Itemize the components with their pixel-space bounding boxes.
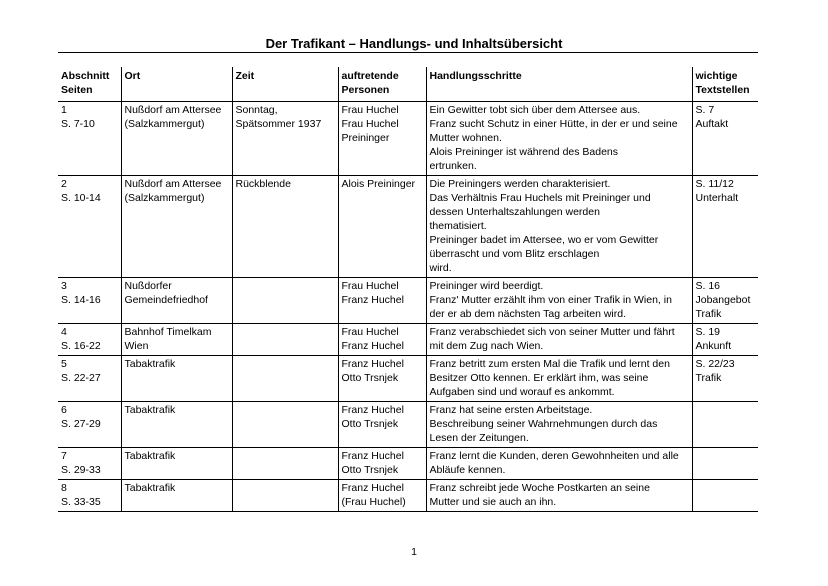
table-row bbox=[58, 356, 758, 402]
cell-line: wird. bbox=[429, 262, 452, 274]
cell-personen bbox=[338, 324, 426, 356]
cell-line: 8 bbox=[61, 482, 67, 494]
cell-line: S. 22-27 bbox=[61, 372, 101, 384]
cell-line: Franz lernt die Kunden, deren Gewohnheiten und alle bbox=[429, 450, 679, 462]
cell-line: S. 14-16 bbox=[61, 294, 101, 306]
cell-zeit bbox=[232, 176, 338, 278]
cell-textstellen bbox=[692, 480, 758, 512]
cell-line: 3 bbox=[61, 280, 67, 292]
cell-line: Trafik bbox=[695, 372, 722, 384]
cell-line: Ein Gewitter tobt sich über dem Attersee aus. bbox=[429, 104, 641, 116]
header-personen: auftretende Personen bbox=[338, 67, 426, 102]
cell-line: Nußdorf am Attersee bbox=[124, 104, 222, 116]
cell-line: Preininger badet im Attersee, wo er vom Gewitter bbox=[429, 234, 659, 246]
cell-line: S. 10-14 bbox=[61, 192, 101, 204]
cell-ort bbox=[121, 176, 232, 278]
cell-line: Tabaktrafik bbox=[124, 450, 176, 462]
cell-line: Mutter und sie auch an ihn. bbox=[429, 496, 557, 508]
cell-line: Franz Huchel bbox=[341, 294, 404, 306]
cell-line: S. 27-29 bbox=[61, 418, 101, 430]
cell-abschnitt bbox=[58, 176, 121, 278]
cell-ort bbox=[121, 448, 232, 480]
cell-line: Franz verabschiedet sich von seiner Mutter und fährt bbox=[429, 326, 675, 338]
cell-line: 6 bbox=[61, 404, 67, 416]
cell-line: (Salzkammergut) bbox=[124, 192, 205, 204]
cell-line: Frau Huchel bbox=[341, 326, 399, 338]
title-underline bbox=[58, 52, 758, 53]
table-row bbox=[58, 402, 758, 448]
cell-line: Franz' Mutter erzählt ihm von einer Trafik in Wien, in bbox=[429, 294, 672, 306]
cell-personen bbox=[338, 480, 426, 512]
cell-line: Besitzer Otto kennen. Er erklärt ihm, was seine bbox=[429, 372, 649, 384]
cell-line: der er ab dem nächsten Tag arbeiten wird. bbox=[429, 308, 627, 320]
page-title: Der Trafikant – Handlungs- und Inhaltsübersicht bbox=[265, 36, 563, 51]
cell-line: Tabaktrafik bbox=[124, 404, 176, 416]
cell-handlung bbox=[426, 278, 692, 324]
table-row bbox=[58, 176, 758, 278]
cell-line: Die Preiningers werden charakterisiert. bbox=[429, 178, 611, 190]
cell-zeit bbox=[232, 324, 338, 356]
cell-handlung bbox=[426, 176, 692, 278]
cell-line: 2 bbox=[61, 178, 67, 190]
cell-textstellen bbox=[692, 324, 758, 356]
cell-line: Preininger wird beerdigt. bbox=[429, 280, 544, 292]
cell-personen bbox=[338, 176, 426, 278]
cell-handlung bbox=[426, 402, 692, 448]
overview-table bbox=[58, 67, 758, 512]
header-ort: Ort bbox=[121, 67, 232, 102]
cell-personen bbox=[338, 102, 426, 176]
cell-line: Otto Trsnjek bbox=[341, 464, 399, 476]
table-row bbox=[58, 278, 758, 324]
table-row bbox=[58, 448, 758, 480]
cell-ort bbox=[121, 102, 232, 176]
cell-ort bbox=[121, 402, 232, 448]
cell-line: Otto Trsnjek bbox=[341, 418, 399, 430]
cell-line: Tabaktrafik bbox=[124, 482, 176, 494]
cell-line: Alois Preininger bbox=[341, 178, 416, 190]
cell-line: (Salzkammergut) bbox=[124, 118, 205, 130]
cell-ort bbox=[121, 324, 232, 356]
header-handlung: Handlungsschritte bbox=[426, 67, 692, 102]
cell-abschnitt bbox=[58, 102, 121, 176]
cell-textstellen bbox=[692, 448, 758, 480]
cell-abschnitt bbox=[58, 402, 121, 448]
cell-line: Otto Trsnjek bbox=[341, 372, 399, 384]
cell-abschnitt bbox=[58, 324, 121, 356]
cell-line: Beschreibung seiner Wahrnehmungen durch das bbox=[429, 418, 658, 430]
cell-ort bbox=[121, 278, 232, 324]
cell-textstellen bbox=[692, 356, 758, 402]
cell-line: Das Verhältnis Frau Huchels mit Preininger und bbox=[429, 192, 651, 204]
cell-personen bbox=[338, 402, 426, 448]
cell-line: Franz hat seine ersten Arbeitstage. bbox=[429, 404, 593, 416]
cell-handlung bbox=[426, 480, 692, 512]
cell-line: S. 7 bbox=[695, 104, 715, 116]
cell-line: 7 bbox=[61, 450, 67, 462]
cell-handlung bbox=[426, 324, 692, 356]
table-row bbox=[58, 480, 758, 512]
page-number: 1 bbox=[411, 546, 417, 558]
cell-line: Jobangebot bbox=[695, 294, 751, 306]
cell-line: Auftakt bbox=[695, 118, 729, 130]
cell-line: Spätsommer 1937 bbox=[235, 118, 322, 130]
cell-personen bbox=[338, 448, 426, 480]
cell-zeit bbox=[232, 402, 338, 448]
cell-zeit bbox=[232, 480, 338, 512]
cell-line: S. 11/12 bbox=[695, 178, 734, 190]
cell-textstellen bbox=[692, 402, 758, 448]
cell-line: (Frau Huchel) bbox=[341, 496, 406, 508]
cell-textstellen bbox=[692, 278, 758, 324]
header-abschnitt: Abschnitt Seiten bbox=[58, 67, 121, 102]
cell-line: Nußdorf am Attersee bbox=[124, 178, 222, 190]
table-row bbox=[58, 102, 758, 176]
cell-line: Frau Huchel bbox=[341, 280, 399, 292]
cell-textstellen bbox=[692, 176, 758, 278]
cell-line: Lesen der Zeitungen. bbox=[429, 432, 529, 444]
cell-handlung bbox=[426, 448, 692, 480]
cell-handlung bbox=[426, 356, 692, 402]
cell-personen bbox=[338, 356, 426, 402]
cell-line: S. 16 bbox=[695, 280, 721, 292]
cell-line: Preininger bbox=[341, 132, 390, 144]
cell-ort bbox=[121, 356, 232, 402]
cell-line: Nußdorfer bbox=[124, 280, 172, 292]
cell-line: 4 bbox=[61, 326, 67, 338]
cell-line: Wien bbox=[124, 340, 149, 352]
cell-line: S. 22/23 bbox=[695, 358, 735, 370]
cell-line: Trafik bbox=[695, 308, 722, 320]
cell-line: Unterhalt bbox=[695, 192, 739, 204]
cell-abschnitt bbox=[58, 278, 121, 324]
cell-line: S. 29-33 bbox=[61, 464, 101, 476]
cell-textstellen bbox=[692, 102, 758, 176]
cell-line: Franz sucht Schutz in einer Hütte, in der er und seine bbox=[429, 118, 678, 130]
cell-zeit bbox=[232, 278, 338, 324]
cell-abschnitt bbox=[58, 480, 121, 512]
cell-zeit bbox=[232, 102, 338, 176]
table-header-row bbox=[58, 67, 758, 102]
cell-line: Sonntag, bbox=[235, 104, 278, 116]
cell-line: S. 16-22 bbox=[61, 340, 101, 352]
cell-line: 1 bbox=[61, 104, 67, 116]
cell-line: ertrunken. bbox=[429, 160, 477, 172]
cell-line: thematisiert. bbox=[429, 220, 487, 232]
cell-line: 5 bbox=[61, 358, 67, 370]
cell-line: dessen Unterhaltszahlungen werden bbox=[429, 206, 600, 218]
cell-line: Frau Huchel bbox=[341, 118, 399, 130]
cell-line: überrascht und vom Blitz erschlagen bbox=[429, 248, 600, 260]
cell-line: Abläufe kennen. bbox=[429, 464, 506, 476]
cell-line: Aufgaben sind und worauf es ankommt. bbox=[429, 386, 615, 398]
header-textstellen: wichtige Textstellen bbox=[692, 67, 758, 102]
cell-line: Bahnhof Timelkam bbox=[124, 326, 212, 338]
cell-line: S. 7-10 bbox=[61, 118, 95, 130]
header-zeit: Zeit bbox=[232, 67, 338, 102]
cell-handlung bbox=[426, 102, 692, 176]
cell-abschnitt bbox=[58, 356, 121, 402]
cell-line: Rückblende bbox=[235, 178, 291, 190]
cell-line: Frau Huchel bbox=[341, 104, 399, 116]
cell-line: Franz betritt zum ersten Mal die Trafik und lernt den bbox=[429, 358, 670, 370]
cell-line: Franz Huchel bbox=[341, 340, 404, 352]
cell-line: Gemeindefriedhof bbox=[124, 294, 208, 306]
cell-abschnitt bbox=[58, 448, 121, 480]
cell-line: Tabaktrafik bbox=[124, 358, 176, 370]
cell-line: Franz schreibt jede Woche Postkarten an seine bbox=[429, 482, 650, 494]
cell-zeit bbox=[232, 356, 338, 402]
cell-line: Franz Huchel bbox=[341, 482, 404, 494]
cell-line: S. 19 bbox=[695, 326, 721, 338]
cell-line: Alois Preininger ist während des Badens bbox=[429, 146, 619, 158]
table-row bbox=[58, 324, 758, 356]
cell-line: mit dem Zug nach Wien. bbox=[429, 340, 544, 352]
cell-ort bbox=[121, 480, 232, 512]
cell-line: Franz Huchel bbox=[341, 450, 404, 462]
cell-line: S. 33-35 bbox=[61, 496, 101, 508]
cell-personen bbox=[338, 278, 426, 324]
cell-zeit bbox=[232, 448, 338, 480]
cell-line: Franz Huchel bbox=[341, 404, 404, 416]
cell-line: Mutter wohnen. bbox=[429, 132, 502, 144]
cell-line: Franz Huchel bbox=[341, 358, 404, 370]
cell-line: Ankunft bbox=[695, 340, 732, 352]
